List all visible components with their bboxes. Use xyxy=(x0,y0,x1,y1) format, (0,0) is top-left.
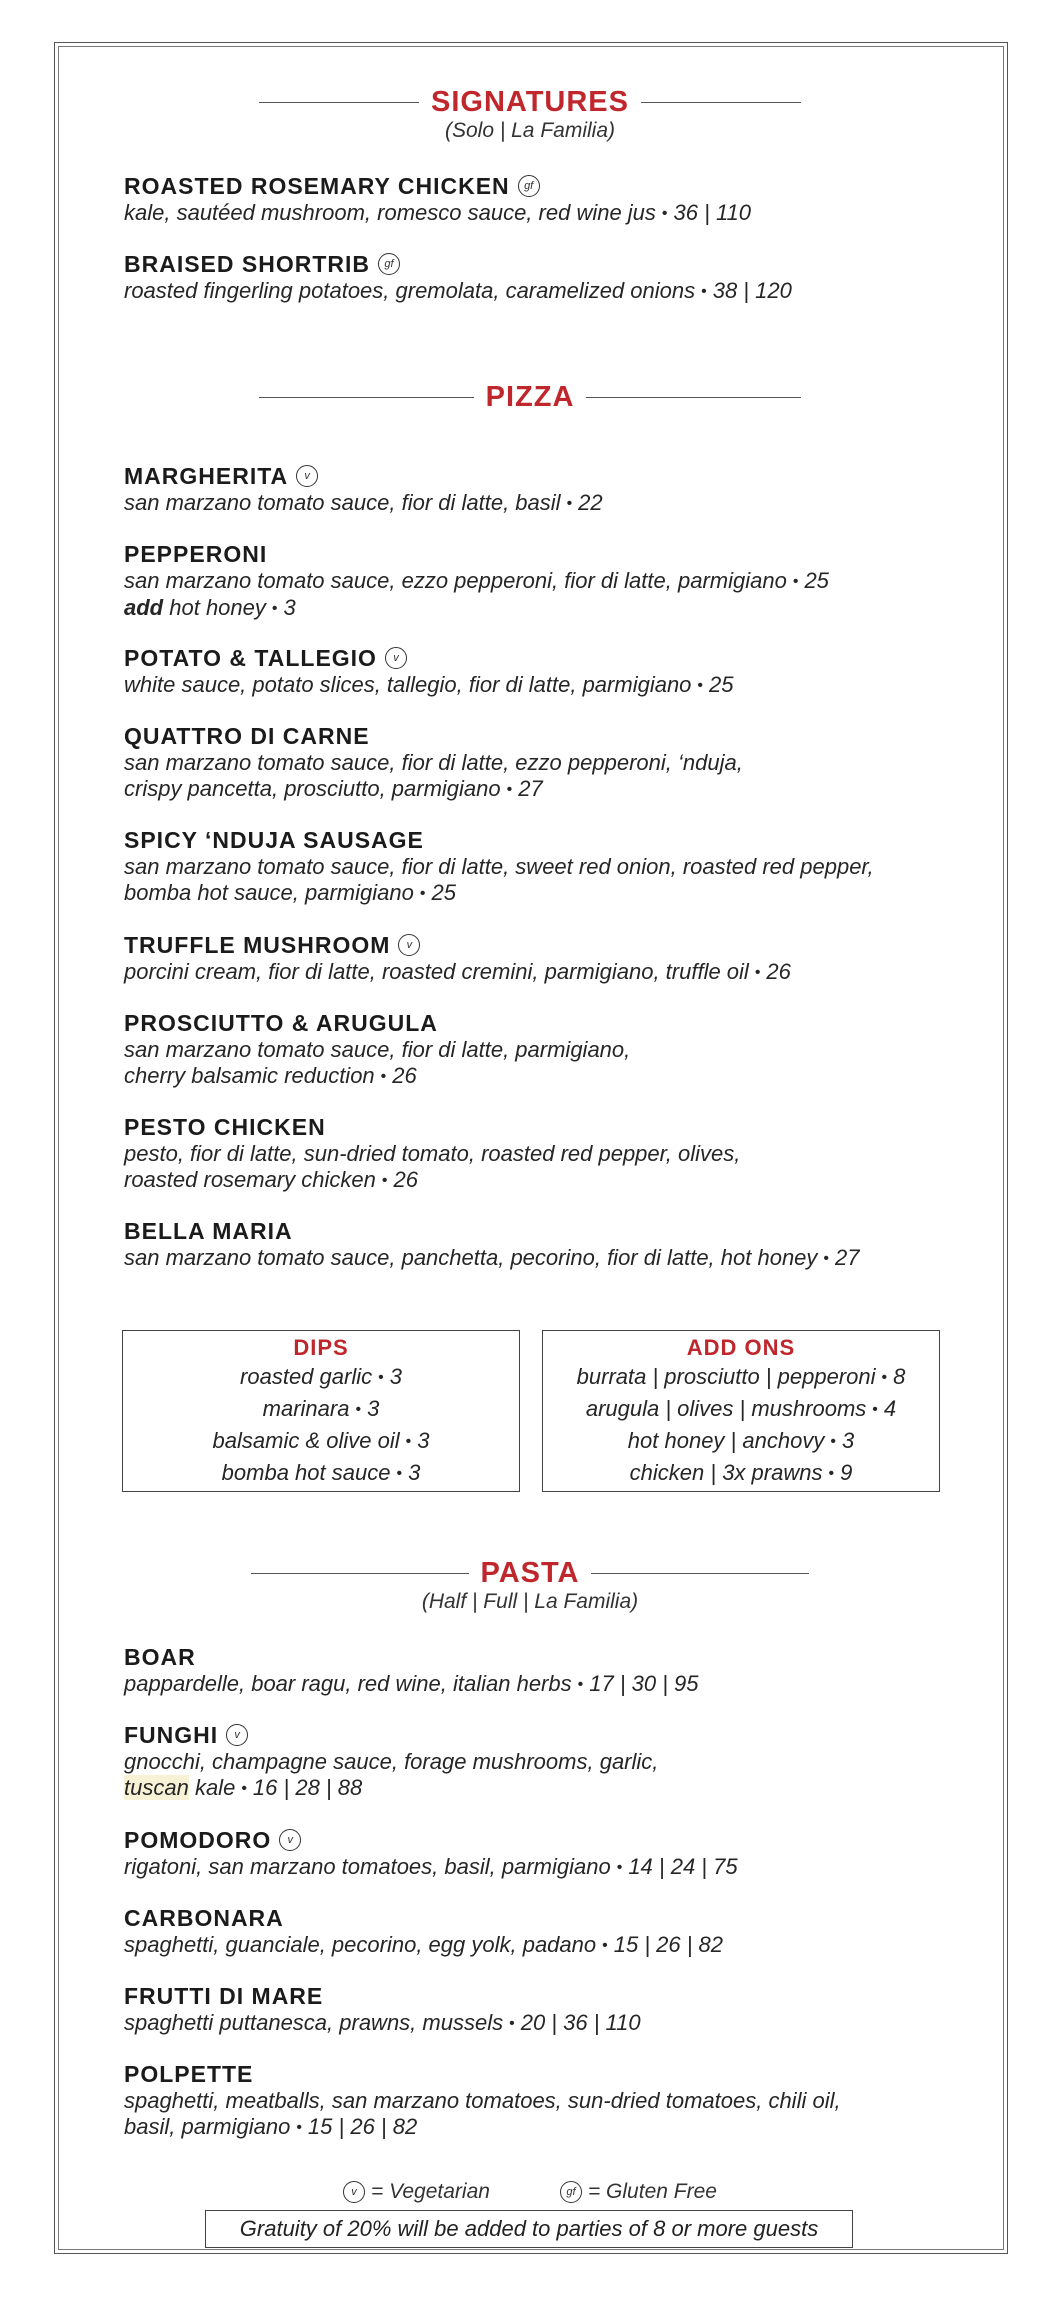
addons-box xyxy=(542,1330,940,1492)
menu-item: PEPPERONI san marzano tomato sauce, ezzo pepperoni, fior di latte, parmigiano • 25 add hot honey • 3 xyxy=(124,541,829,620)
menu-item: CARBONARA spaghetti, guanciale, pecorino, egg yolk, padano • 15 | 26 | 82 xyxy=(124,1905,724,1957)
legend-vegetarian: = Vegetarian xyxy=(371,2180,490,2203)
menu-item: BOAR pappardelle, boar ragu, red wine, italian herbs • 17 | 30 | 95 xyxy=(124,1644,699,1696)
gluten-free-icon: gf xyxy=(560,2181,582,2203)
item-name: POTATO & TALLEGIO xyxy=(124,645,377,671)
vegetarian-icon: v xyxy=(226,1724,248,1746)
item-desc-2: kale xyxy=(188,1775,236,1800)
item-price: 26 xyxy=(393,1167,418,1192)
menu-item: BELLA MARIA san marzano tomato sauce, panchetta, pecorino, fior di latte, hot honey • 27 xyxy=(124,1218,860,1270)
vegetarian-icon: v xyxy=(398,934,420,956)
item-name: POMODORO xyxy=(124,1827,272,1853)
dip-line: roasted garlic • 3 xyxy=(240,1364,402,1389)
item-desc: porcini cream, fior di latte, roasted cremini, parmigiano, truffle oil xyxy=(124,959,749,984)
legend-gluten-free: = Gluten Free xyxy=(587,2180,717,2203)
dip-line: balsamic & olive oil • 3 xyxy=(212,1428,430,1453)
menu-item: POMODORO v rigatoni, san marzano tomatoes, basil, parmigiano • 14 | 24 | 75 xyxy=(124,1827,738,1879)
addon-line: hot honey | anchovy • 3 xyxy=(627,1428,855,1453)
vegetarian-icon: v xyxy=(385,647,407,669)
highlighted-word: tuscan xyxy=(124,1775,189,1800)
item-desc-2: bomba hot sauce, parmigiano xyxy=(124,880,414,905)
gratuity-note: Gratuity of 20% will be added to parties of 8 or more guests xyxy=(205,2210,853,2248)
menu-item: PESTO CHICKEN pesto, fior di latte, sun-dried tomato, roasted red pepper, olives, roasted rosemary chicken • 26 xyxy=(124,1113,964,1194)
item-price: 36 | 110 xyxy=(673,200,752,225)
item-desc-2: roasted rosemary chicken xyxy=(124,1167,376,1192)
item-desc: san marzano tomato sauce, fior di latte, sweet red onion, roasted red pepper, xyxy=(124,854,874,879)
dips-title: DIPS xyxy=(293,1335,349,1360)
legend xyxy=(0,2180,1060,2204)
item-name: QUATTRO DI CARNE xyxy=(124,723,370,749)
item-name: BELLA MARIA xyxy=(124,1218,293,1244)
add-label: add xyxy=(124,595,164,620)
item-name: CARBONARA xyxy=(124,1905,284,1931)
dip-line: marinara • 3 xyxy=(262,1396,380,1421)
menu-item: FUNGHI v gnocchi, champagne sauce, forage mushrooms, garlic, tuscan kale • 16 | 28 | 88 xyxy=(124,1721,964,1802)
vegetarian-icon: v xyxy=(296,465,318,487)
add-text: hot honey xyxy=(169,595,266,620)
pasta-subtitle: (Half | Full | La Familia) xyxy=(421,1590,639,1613)
addon-line: chicken | 3x prawns • 9 xyxy=(629,1460,853,1485)
item-name: ROASTED ROSEMARY CHICKEN xyxy=(124,173,510,199)
menu-item: SPICY ‘NDUJA SAUSAGE san marzano tomato sauce, fior di latte, sweet red onion, roasted red pepper, bomba hot sauce, parmigiano • 25 xyxy=(124,826,964,907)
item-price: 25 xyxy=(431,880,456,905)
item-price: 38 | 120 xyxy=(712,278,792,303)
vegetarian-icon: v xyxy=(279,1829,301,1851)
item-name: BOAR xyxy=(124,1644,196,1670)
item-desc: rigatoni, san marzano tomatoes, basil, parmigiano xyxy=(124,1854,611,1879)
menu-item: MARGHERITA v san marzano tomato sauce, fior di latte, basil • 22 xyxy=(124,463,603,515)
pizza-title: PIZZA xyxy=(485,381,575,413)
dips-box xyxy=(122,1330,520,1492)
item-desc: gnocchi, champagne sauce, forage mushrooms, garlic, xyxy=(124,1749,659,1774)
item-name: POLPETTE xyxy=(124,2061,254,2087)
item-name: MARGHERITA xyxy=(124,463,289,489)
item-desc-2: basil, parmigiano xyxy=(124,2114,291,2139)
menu-item: ROASTED ROSEMARY CHICKEN gf kale, sautéed mushroom, romesco sauce, red wine jus • 36 | 110 xyxy=(124,173,752,225)
gluten-free-icon: gf xyxy=(518,175,540,197)
vegetarian-icon: v xyxy=(343,2181,365,2203)
pasta-title: PASTA xyxy=(480,1557,580,1589)
signatures-header xyxy=(0,86,1060,143)
gluten-free-icon: gf xyxy=(378,253,400,275)
item-desc: spaghetti puttanesca, prawns, mussels xyxy=(124,2010,504,2035)
addon-line: arugula | olives | mushrooms • 4 xyxy=(585,1396,897,1421)
item-price: 15 | 26 | 82 xyxy=(613,1932,724,1957)
item-desc: spaghetti, guanciale, pecorino, egg yolk, padano xyxy=(124,1932,597,1957)
add-price: 3 xyxy=(283,595,296,620)
item-name: PESTO CHICKEN xyxy=(124,1114,326,1140)
addon-line: burrata | prosciutto | pepperoni • 8 xyxy=(576,1364,906,1389)
item-desc: san marzano tomato sauce, ezzo pepperoni, fior di latte, parmigiano xyxy=(124,568,787,593)
item-desc: kale, sautéed mushroom, romesco sauce, red wine jus xyxy=(124,200,656,225)
item-price: 14 | 24 | 75 xyxy=(628,1854,738,1879)
item-desc: san marzano tomato sauce, fior di latte, ezzo pepperoni, ‘nduja, xyxy=(124,750,743,775)
item-price: 25 xyxy=(804,568,829,593)
signatures-subtitle: (Solo | La Familia) xyxy=(444,119,615,142)
item-desc: spaghetti, meatballs, san marzano tomatoes, sun-dried tomatoes, chili oil, xyxy=(124,2088,841,2113)
item-desc-2: cherry balsamic reduction xyxy=(124,1063,375,1088)
item-name: FRUTTI DI MARE xyxy=(124,1983,324,2009)
item-desc: san marzano tomato sauce, fior di latte, basil xyxy=(124,490,561,515)
menu-item: PROSCIUTTO & ARUGULA san marzano tomato sauce, fior di latte, parmigiano, cherry balsamic reduction • 26 xyxy=(124,1009,964,1090)
menu-item: QUATTRO DI CARNE san marzano tomato sauce, fior di latte, ezzo pepperoni, ‘nduja, crispy pancetta, prosciutto, parmigiano • 27 xyxy=(124,722,964,803)
item-price: 26 xyxy=(766,959,791,984)
signatures-title: SIGNATURES xyxy=(431,86,629,118)
item-desc: pappardelle, boar ragu, red wine, italian herbs xyxy=(124,1671,572,1696)
item-desc: san marzano tomato sauce, fior di latte, parmigiano, xyxy=(124,1037,631,1062)
item-price: 22 xyxy=(578,490,603,515)
item-desc: white sauce, potato slices, tallegio, fior di latte, parmigiano xyxy=(124,672,692,697)
item-desc: roasted fingerling potatoes, gremolata, caramelized onions xyxy=(124,278,696,303)
item-name: SPICY ‘NDUJA SAUSAGE xyxy=(124,827,424,853)
item-desc: san marzano tomato sauce, panchetta, pecorino, fior di latte, hot honey xyxy=(124,1245,818,1270)
item-price: 16 | 28 | 88 xyxy=(252,1775,363,1800)
item-price: 15 | 26 | 82 xyxy=(307,2114,418,2139)
item-name: FUNGHI xyxy=(124,1722,219,1748)
item-price: 25 xyxy=(709,672,734,697)
item-desc-2: crispy pancetta, prosciutto, parmigiano xyxy=(124,776,501,801)
pasta-header xyxy=(0,1557,1060,1614)
item-name: TRUFFLE MUSHROOM xyxy=(124,932,391,958)
menu-item: POLPETTE spaghetti, meatballs, san marzano tomatoes, sun-dried tomatoes, chili oil, basil, parmigiano • 15 | 26 | 82 xyxy=(124,2060,964,2141)
item-name: BRAISED SHORTRIB xyxy=(124,251,371,277)
item-name: PEPPERONI xyxy=(124,541,268,567)
item-price: 20 | 36 | 110 xyxy=(520,2010,641,2035)
pizza-header xyxy=(0,381,1060,414)
dip-line: bomba hot sauce • 3 xyxy=(221,1460,421,1485)
menu-item: POTATO & TALLEGIO v white sauce, potato slices, tallegio, fior di latte, parmigiano • 25 xyxy=(124,645,734,697)
menu-item: FRUTTI DI MARE spaghetti puttanesca, prawns, mussels • 20 | 36 | 110 xyxy=(124,1983,641,2035)
item-price: 26 xyxy=(392,1063,417,1088)
item-price: 17 | 30 | 95 xyxy=(589,1671,699,1696)
menu-item: BRAISED SHORTRIB gf roasted fingerling potatoes, gremolata, caramelized onions • 38 | 120 xyxy=(124,251,792,303)
addons-title: ADD ONS xyxy=(686,1335,796,1360)
item-name: PROSCIUTTO & ARUGULA xyxy=(124,1010,438,1036)
menu-item: TRUFFLE MUSHROOM v porcini cream, fior di latte, roasted cremini, parmigiano, truffle oil • 26 xyxy=(124,932,791,984)
item-price: 27 xyxy=(835,1245,860,1270)
item-price: 27 xyxy=(518,776,543,801)
item-desc: pesto, fior di latte, sun-dried tomato, roasted red pepper, olives, xyxy=(124,1141,741,1166)
